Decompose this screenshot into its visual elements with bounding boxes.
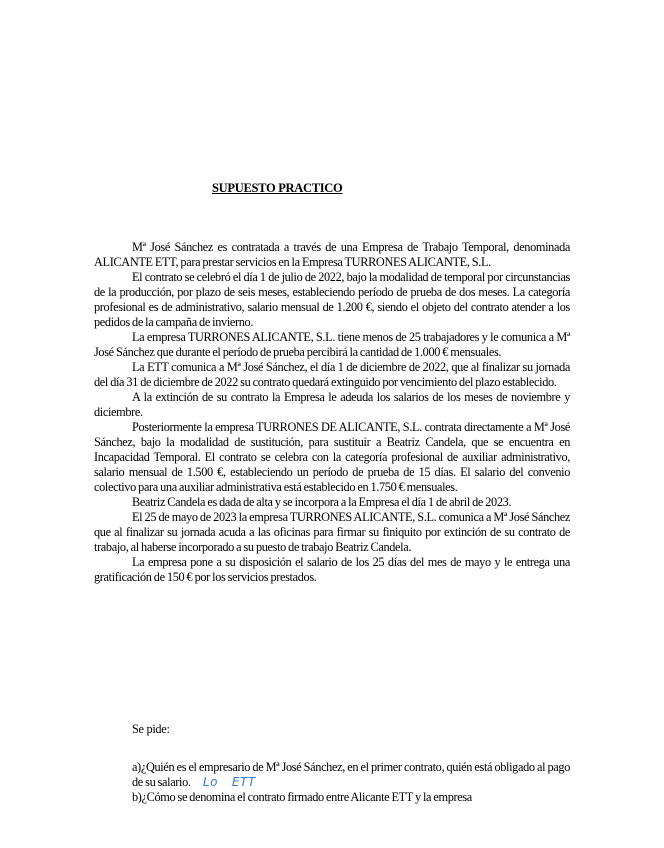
handwritten-answer bbox=[203, 775, 256, 789]
paragraph-3: La empresa TURRONES ALICANTE, S.L. tiene menos de 25 trabajadores y le comunica a Mª José Sánchez que durante el período de prueba percibirá la cantidad de 1.000 € mensuales. bbox=[94, 330, 570, 359]
question-b bbox=[132, 790, 570, 805]
handwritten-word-2: ETT bbox=[231, 775, 256, 789]
document-title: SUPUESTO PRACTICO bbox=[212, 181, 343, 195]
paragraph-1: Mª José Sánchez es contratada a través de una Empresa de Trabajo Temporal, denominada ALICANTE ETT, para prestar servicios en la Empresa TURRONES ALICANTE, S.L. bbox=[94, 240, 570, 269]
question-a-text: a)¿Quién es el empresario de Mª José Sánchez, en el primer contrato, quién está obligado al pago de su salario. bbox=[132, 760, 570, 789]
paragraph-7: Beatriz Candela es dada de alta y se incorpora a la Empresa el día 1 de abril de 2023. bbox=[132, 495, 512, 509]
paragraph-2: El contrato se celebró el día 1 de julio de 2022, bajo la modalidad de temporal por circunstancias de la producción, por plazo de seis meses, estableciendo período de prueba de dos meses. La categoría profesional es de administrativo, salario mensual de 1.200 €, siendo el objeto del contrato atender a los pedidos de la campaña de invierno. bbox=[94, 270, 570, 329]
paragraph-6: Posteriormente la empresa TURRONES DE ALICANTE, S.L. contrata directamente a Mª José Sánchez, bajo la modalidad de sustitución, para sustituir a Beatriz Candela, que se encuentra en Incapacidad Temporal. El contrato se celebra con la categoría profesional de auxiliar administrativo, salario mensual de 1.500 €, estableciendo un período de prueba de 15 días. El salario del convenio colectivo para una auxiliar administrativa está establecido en 1.750 € mensuales. bbox=[94, 420, 570, 494]
paragraph-5: A la extinción de su contrato la Empresa le adeuda los salarios de los meses de noviembre y diciembre. bbox=[94, 390, 570, 419]
question-list bbox=[132, 760, 570, 805]
handwritten-word-1: Lo bbox=[202, 775, 218, 789]
paragraph-4: La ETT comunica a Mª José Sánchez, el día 1 de diciembre de 2022, que al finalizar su jornada del día 31 de diciembre de 2022 su contrato quedará extinguido por vencimiento del plazo establecido. bbox=[94, 360, 570, 389]
paragraph-8: El 25 de mayo de 2023 la empresa TURRONES ALICANTE, S.L. comunica a Mª José Sánchez que al finalizar su jornada acuda a las oficinas para firmar su finiquito por extinción de su contrato de trabajo, al haberse incorporado a su puesto de trabajo Beatriz Candela. bbox=[94, 510, 570, 554]
question-a bbox=[132, 760, 570, 790]
question-b-text: b)¿Cómo se denomina el contrato firmado entre Alicante ETT y la empresa bbox=[132, 790, 472, 804]
ask-label: Se pide: bbox=[132, 722, 170, 736]
case-statement bbox=[94, 240, 570, 585]
paragraph-9: La empresa pone a su disposición el salario de los 25 días del mes de mayo y le entrega una gratificación de 150 € por los servicios prestados. bbox=[94, 555, 570, 584]
